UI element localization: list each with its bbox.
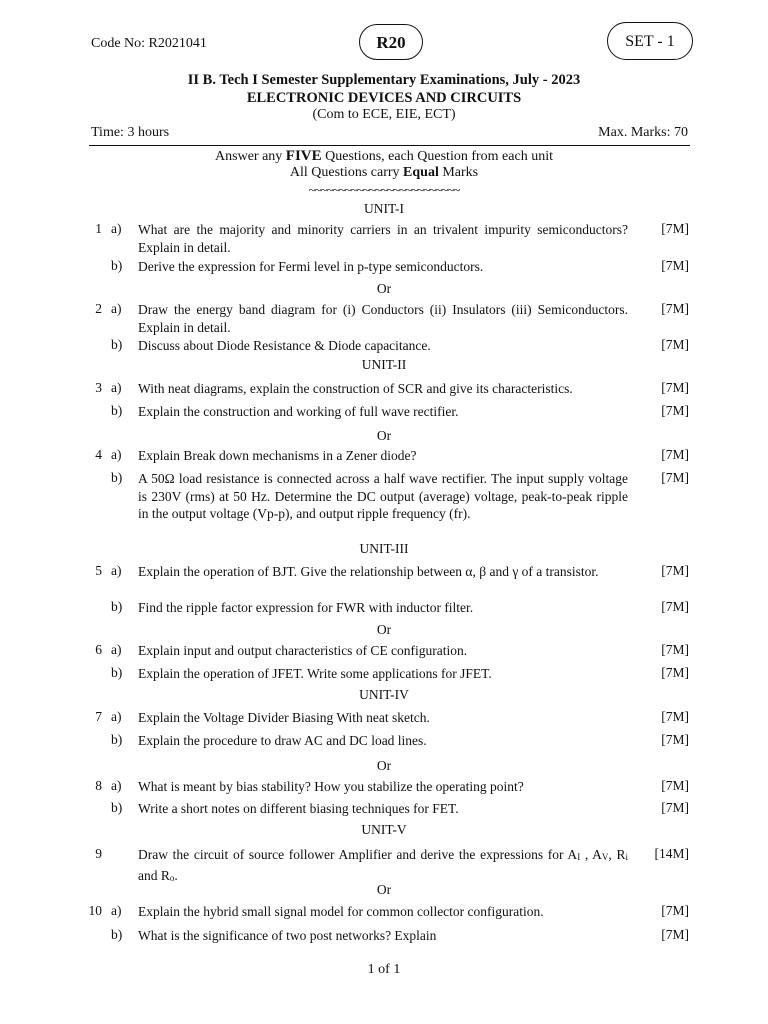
instruction-2-pre: All Questions carry xyxy=(289,165,400,180)
instruction-2-post: Marks xyxy=(442,165,479,180)
q9-text: Draw the circuit of source follower Amplifier and derive the expressions for A xyxy=(138,847,578,862)
code-number: Code No: R2021041 xyxy=(91,36,207,51)
unit-heading: UNIT-III xyxy=(359,541,409,556)
marks-label: [14M] xyxy=(654,846,689,861)
subscript: i xyxy=(625,852,628,862)
part-label: a) xyxy=(111,709,122,724)
marks-label: [7M] xyxy=(661,927,689,942)
q9-text: . xyxy=(174,867,178,883)
marks-label: [7M] xyxy=(661,258,689,273)
question-text: A 50Ω load resistance is connected across a half wave rectifier. The input supply voltage is 230V (rms) at 50 Hz. Determine the DC output (average) voltage, peak-to-peak ripple in the output voltage (Vp-p), and output ripple frequency (fr). xyxy=(138,471,628,521)
part-label: b) xyxy=(111,337,123,352)
subscript: I xyxy=(577,852,581,862)
question-text: Discuss about Diode Resistance & Diode capacitance. xyxy=(138,338,431,353)
question-text: Draw the energy band diagram for (i) Conductors (ii) Insulators (iii) Semiconductors. Explain in detail. xyxy=(138,302,628,335)
question-text: What is the significance of two post networks? Explain xyxy=(138,928,437,943)
part-label: b) xyxy=(111,665,123,680)
time-allowed: Time: 3 hours xyxy=(91,125,170,140)
unit-heading: UNIT-V xyxy=(361,822,407,837)
question-text: Explain input and output characteristics of CE configuration. xyxy=(138,643,468,658)
part-label: b) xyxy=(111,258,123,273)
question-number: 7 xyxy=(95,709,102,724)
instruction-1-post: Questions, each Question from each unit xyxy=(325,149,553,164)
question-text: Write a short notes on different biasing techniques for FET. xyxy=(138,801,459,816)
question-number: 3 xyxy=(95,380,102,395)
question-text: Explain the construction and working of full wave rectifier. xyxy=(138,404,459,419)
q9-text: , xyxy=(580,847,589,862)
question-text: Explain the operation of JFET. Write some applications for JFET. xyxy=(138,666,492,681)
part-label: b) xyxy=(111,403,123,418)
question-number: 8 xyxy=(95,778,102,793)
question-text: Explain the hybrid small signal model for common collector configuration. xyxy=(138,904,544,919)
max-marks: Max. Marks: 70 xyxy=(598,125,688,140)
question-text: What is meant by bias stability? How you stabilize the operating point? xyxy=(138,779,524,794)
part-label: a) xyxy=(111,778,122,793)
unit-heading: UNIT-I xyxy=(364,201,404,216)
part-label: a) xyxy=(111,563,122,578)
marks-label: [7M] xyxy=(661,470,689,485)
question-text: Explain the procedure to draw AC and DC load lines. xyxy=(138,733,427,748)
question-number: 6 xyxy=(95,642,102,657)
q9-text: and R xyxy=(138,867,170,883)
question-text: Explain the operation of BJT. Give the relationship between α, β and γ of a transistor. xyxy=(138,564,599,579)
subject-title: ELECTRONIC DEVICES AND CIRCUITS xyxy=(246,90,522,106)
tilde-separator: ~~~~~~~~~~~~~~~~~~~~~~~~~ xyxy=(308,182,460,197)
instruction-line-1 xyxy=(0,148,768,165)
marks-label: [7M] xyxy=(661,732,689,747)
marks-label: [7M] xyxy=(661,337,689,352)
marks-label: [7M] xyxy=(661,403,689,418)
question-text: Find the ripple factor expression for FWR with inductor filter. xyxy=(138,600,474,615)
unit-heading: UNIT-IV xyxy=(359,687,409,702)
branches: (Com to ECE, EIE, ECT) xyxy=(312,107,456,122)
set-badge: SET - 1 xyxy=(607,22,693,60)
marks-label: [7M] xyxy=(661,447,689,462)
marks-label: [7M] xyxy=(661,800,689,815)
part-label: a) xyxy=(111,301,122,316)
part-label: a) xyxy=(111,447,122,462)
part-label: b) xyxy=(111,732,123,747)
or-separator: Or xyxy=(376,281,392,296)
question-text: Derive the expression for Fermi level in p-type semiconductors. xyxy=(138,259,484,274)
header-divider xyxy=(89,145,690,146)
marks-label: [7M] xyxy=(661,903,689,918)
marks-label: [7M] xyxy=(661,301,689,316)
exam-title: II B. Tech I Semester Supplementary Examinations, July - 2023 xyxy=(187,72,581,88)
question-text: What are the majority and minority carriers in an trivalent impurity semiconductors? Explain in detail. xyxy=(138,222,628,255)
question-text: Explain Break down mechanisms in a Zener diode? xyxy=(138,448,417,463)
subscript: o xyxy=(169,872,175,883)
question-number: 10 xyxy=(88,903,102,918)
part-label: b) xyxy=(111,599,123,614)
marks-label: [7M] xyxy=(661,563,689,578)
instruction-line-2 xyxy=(0,165,768,181)
marks-label: [7M] xyxy=(661,709,689,724)
marks-label: [7M] xyxy=(661,221,689,236)
part-label: b) xyxy=(111,800,123,815)
part-label: a) xyxy=(111,221,122,236)
marks-label: [7M] xyxy=(661,642,689,657)
part-label: b) xyxy=(111,470,123,485)
question-number: 2 xyxy=(95,301,102,316)
unit-heading: UNIT-II xyxy=(361,357,407,372)
subscript: V xyxy=(601,852,609,862)
part-label: a) xyxy=(111,642,122,657)
instruction-1-pre: Answer any xyxy=(215,149,283,164)
question-number: 5 xyxy=(95,563,102,578)
marks-label: [7M] xyxy=(661,599,689,614)
question-text: Explain the Voltage Divider Biasing With neat sketch. xyxy=(138,710,430,725)
regulation-badge: R20 xyxy=(359,24,423,60)
marks-label: [7M] xyxy=(661,778,689,793)
or-separator: Or xyxy=(376,882,392,897)
question-number: 1 xyxy=(95,221,102,236)
question-text xyxy=(138,846,628,887)
part-label: a) xyxy=(111,903,122,918)
marks-label: [7M] xyxy=(661,665,689,680)
instruction-2-bold: Equal xyxy=(403,165,439,180)
part-label: a) xyxy=(111,380,122,395)
question-number: 9 xyxy=(95,846,102,861)
or-separator: Or xyxy=(376,428,392,443)
page-number: 1 of 1 xyxy=(367,962,401,977)
marks-label: [7M] xyxy=(661,380,689,395)
or-separator: Or xyxy=(376,758,392,773)
or-separator: Or xyxy=(376,622,392,637)
q9-text: , R xyxy=(608,847,626,862)
part-label: b) xyxy=(111,927,123,942)
question-text: With neat diagrams, explain the construction of SCR and give its characteristics. xyxy=(138,381,573,396)
question-number: 4 xyxy=(95,447,102,462)
q9-text: A xyxy=(592,847,602,862)
instruction-1-bold: FIVE xyxy=(285,148,322,164)
